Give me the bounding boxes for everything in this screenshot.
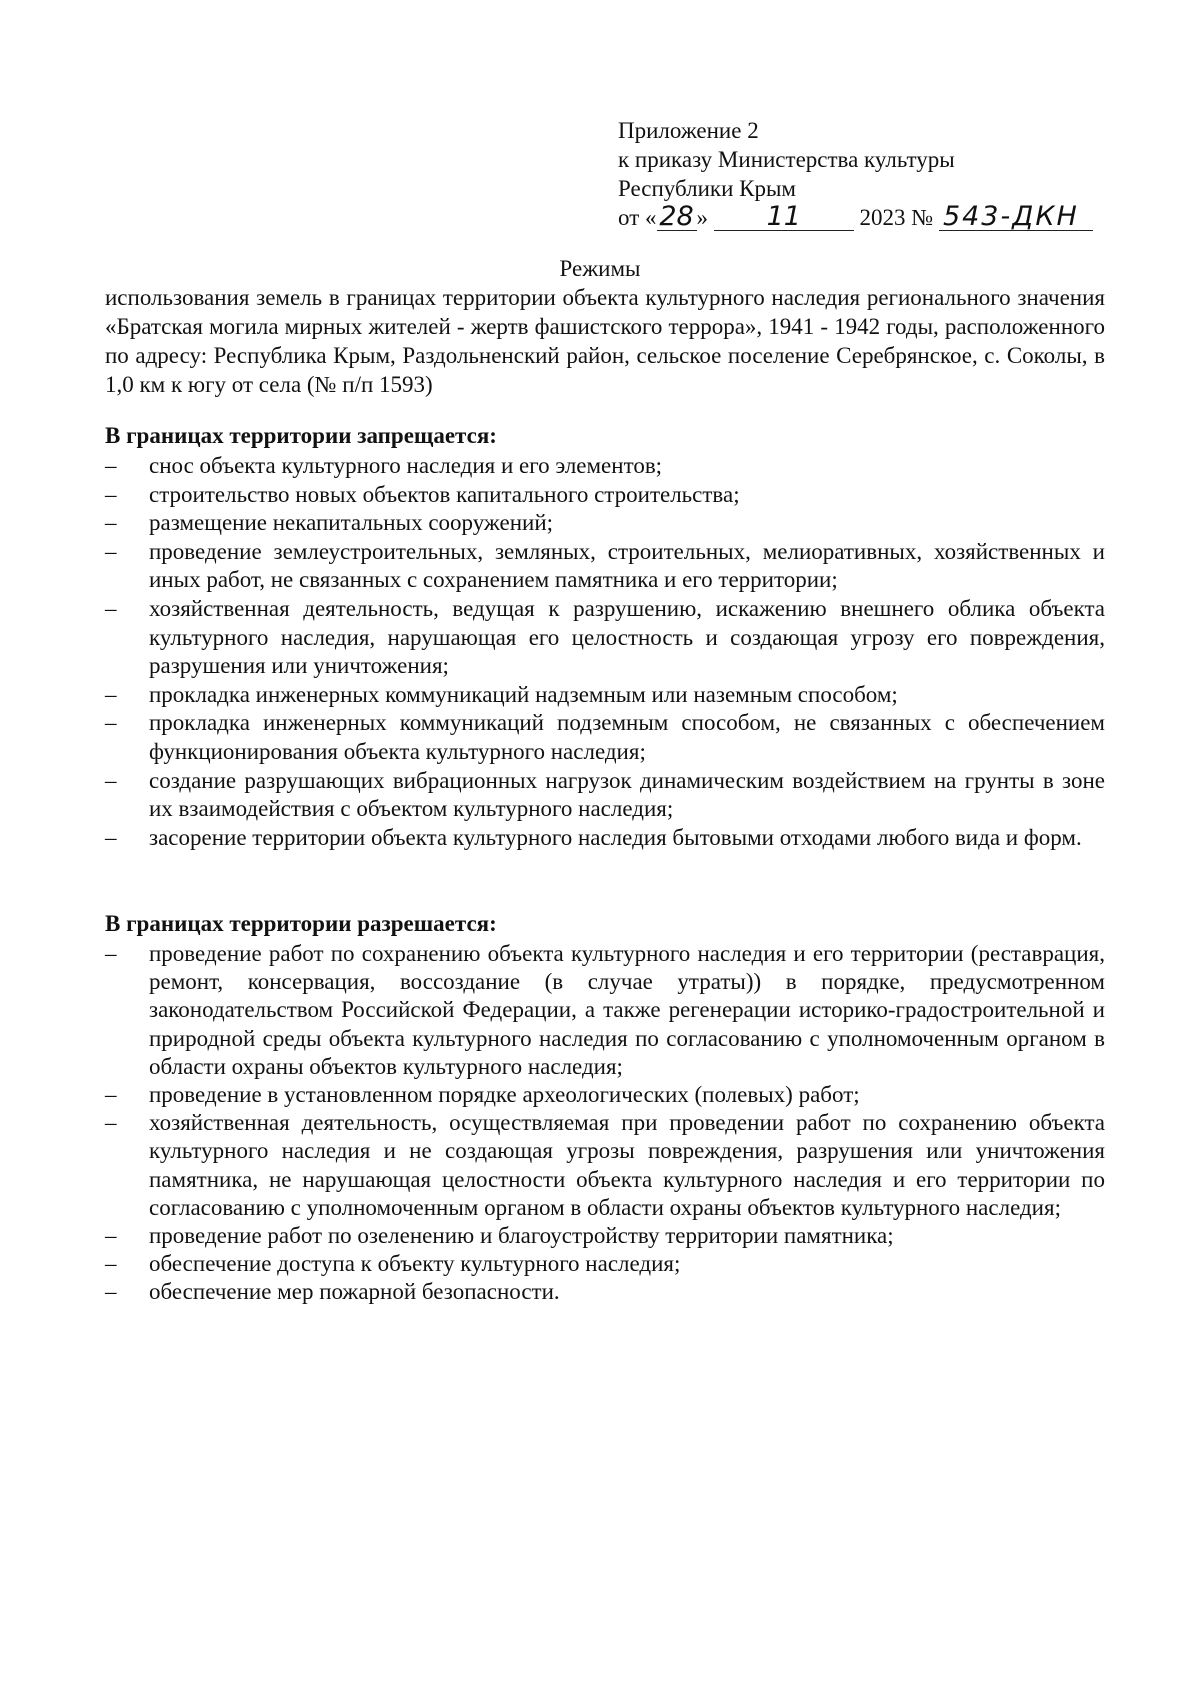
date-day-handwritten: 28 <box>659 201 694 232</box>
dash-bullet: – <box>105 1082 117 1108</box>
date-month-field <box>714 201 854 232</box>
dash-bullet: – <box>105 681 117 707</box>
allowed-heading: В границах территории разрешается: <box>105 911 497 936</box>
order-number-handwritten: 543-ДКН <box>942 201 1079 232</box>
list-item: – прокладка инженерных коммуникаций подземным способом, не связанных с обеспечением функционирования объекта культурного наследия; <box>105 710 1105 764</box>
appendix-date-line <box>618 203 1118 232</box>
list-item: – создание разрушающих вибрационных нагрузок динамическим воздействием на грунты в зоне их взаимодействия с объектом культурного наследия; <box>105 767 1105 822</box>
list-item: – строительство новых объектов капитального строительства; <box>105 481 1105 510</box>
dash-bullet: – <box>105 767 117 793</box>
document-subtitle: использования земель в границах территории объекта культурного наследия регионального значения «Братская могила мирных жителей - жертв фашистского террора», 1941 - 1942 годы, расположенного по адресу: Республика Крым, Раздольненский район, сельское поселение Серебрянское, с. Соколы, в 1,0 км к югу от села (№ п/п 1593) <box>105 285 1105 397</box>
document-title: Режимы <box>559 256 641 281</box>
prohibited-heading: В границах территории запрещается: <box>105 423 497 448</box>
date-month-handwritten: 11 <box>766 201 801 232</box>
dash-bullet: – <box>105 595 117 621</box>
allowed-list <box>105 940 1105 1307</box>
appendix-title: Приложение 2 <box>618 118 759 143</box>
dash-bullet: – <box>105 941 117 966</box>
order-number-field <box>939 201 1093 232</box>
dash-bullet: – <box>105 1223 117 1249</box>
list-item: – засорение территории объекта культурного наследия бытовыми отходами любого вида и форм. <box>105 824 1105 853</box>
dash-bullet: – <box>105 510 117 536</box>
prohibited-section <box>105 421 1105 852</box>
list-item: – хозяйственная деятельность, ведущая к разрушению, искажению внешнего облика объекта культурного наследия, нарушающая его целостность и создающая угрозу его повреждения, разрушения или уничтожения; <box>105 595 1105 679</box>
list-item: – проведение работ по озеленению и благоустройству территории памятника; <box>105 1222 1105 1250</box>
dash-bullet: – <box>105 481 117 507</box>
list-item: – проведение работ по сохранению объекта культурного наследия и его территории (реставрация, ремонт, консервация, воссоздание (в случае утраты)) в порядке, предусмотренном законодательством Российской Федерации, а также регенерации историко-градостроительной и природной среды объекта культурного наследия по согласованию с уполномоченным органом в области охраны объектов культурного наследия; <box>105 941 1105 1079</box>
list-item: – прокладка инженерных коммуникаций надземным или наземным способом; <box>105 681 1105 710</box>
list-item: – снос объекта культурного наследия и его элементов; <box>105 452 1105 481</box>
dash-bullet: – <box>105 538 117 564</box>
allowed-section <box>105 909 1105 1307</box>
appendix-order-ref: к приказу Министерства культуры <box>618 147 955 172</box>
dash-bullet: – <box>105 1251 117 1277</box>
dash-bullet: – <box>105 1110 117 1136</box>
list-item: – размещение некапитальных сооружений; <box>105 509 1105 538</box>
date-year-number-label: 2023 № <box>859 205 934 230</box>
date-mid: » <box>696 205 708 230</box>
dash-bullet: – <box>105 710 117 736</box>
list-item: – хозяйственная деятельность, осуществляемая при проведении работ по сохранению объекта культурного наследия и не создающая угрозы повреждения, разрушения или уничтожения памятника, не нарушающая целостности объекта культурного наследия и его территории по согласованию с уполномоченным органом в области охраны объектов культурного наследия; <box>105 1110 1105 1220</box>
list-item: – обеспечение мер пожарной безопасности. <box>105 1278 1105 1306</box>
dash-bullet: – <box>105 453 117 478</box>
date-prefix: от « <box>618 205 657 230</box>
appendix-republic: Республики Крым <box>618 176 796 201</box>
dash-bullet: – <box>105 824 117 850</box>
prohibited-list <box>105 452 1105 852</box>
list-item: – проведение землеустроительных, земляных, строительных, мелиоративных, хозяйственных и иных работ, не связанных с сохранением памятника и его территории; <box>105 538 1105 593</box>
list-item: – обеспечение доступа к объекту культурного наследия; <box>105 1250 1105 1278</box>
appendix-block <box>618 116 1118 232</box>
list-item: – проведение в установленном порядке археологических (полевых) работ; <box>105 1081 1105 1109</box>
date-day-field <box>657 201 697 232</box>
dash-bullet: – <box>105 1279 117 1305</box>
